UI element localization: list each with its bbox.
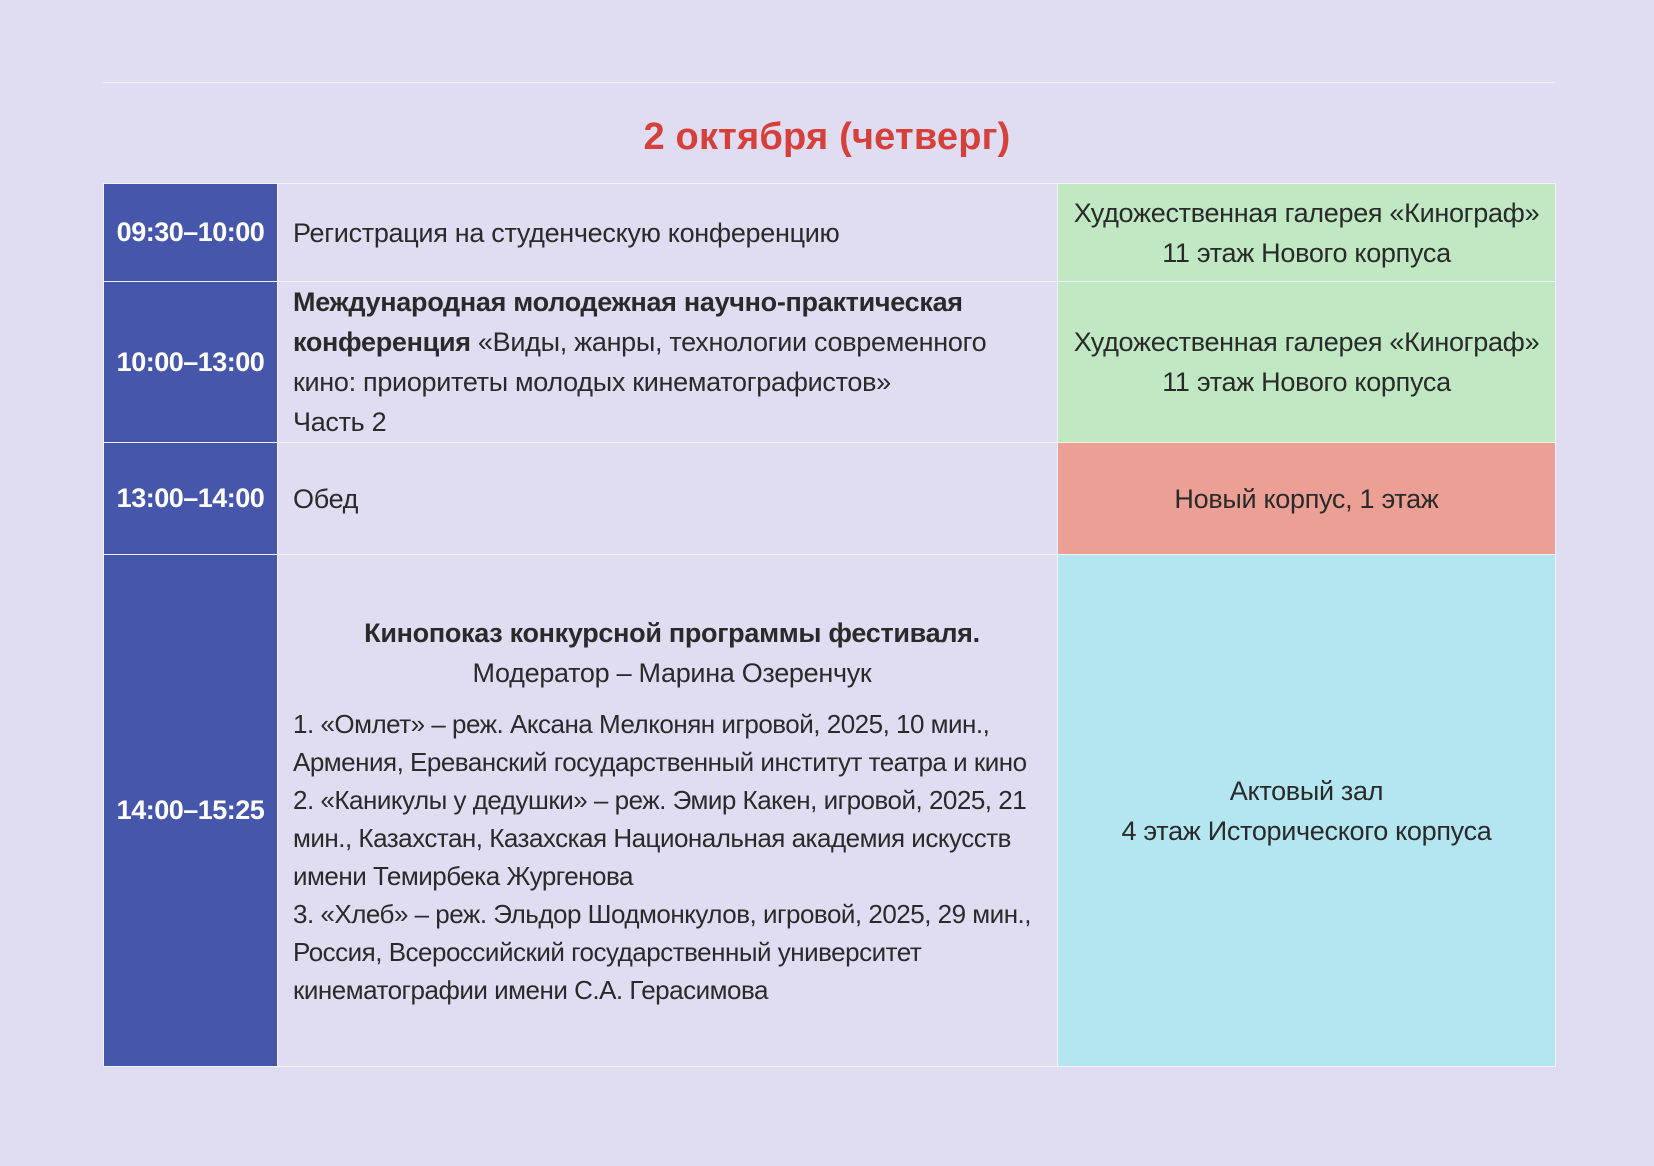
place-floor: 11 этаж Нового корпуса — [1162, 237, 1451, 268]
place-name: Новый корпус, 1 этаж — [1174, 483, 1439, 514]
top-divider — [103, 82, 1555, 83]
place-cell — [1058, 282, 1556, 443]
time-cell: 13:00–14:00 — [104, 443, 278, 555]
place-floor: 4 этаж Исторического корпуса — [1121, 815, 1492, 846]
schedule-row — [104, 443, 1556, 555]
time-cell: 09:30–10:00 — [104, 184, 278, 282]
schedule-table — [103, 183, 1556, 1067]
event-text: Обед — [293, 483, 359, 514]
event-cell — [278, 184, 1058, 282]
schedule-row — [104, 282, 1556, 443]
time-cell: 14:00–15:25 — [104, 555, 278, 1067]
place-cell — [1058, 443, 1556, 555]
schedule-row — [104, 184, 1556, 282]
place-floor: 11 этаж Нового корпуса — [1162, 367, 1451, 397]
screening-moderator: Модератор – Марина Озеренчук — [472, 657, 872, 688]
event-cell — [278, 443, 1058, 555]
place-name: Художественная галерея «Кинограф» — [1073, 197, 1540, 228]
place-name: Актовый зал — [1229, 775, 1384, 806]
place-name: Художественная галерея «Кинограф» — [1073, 327, 1540, 357]
film-list — [293, 705, 1051, 1009]
screening-title: Кинопоказ конкурсной программы фестиваля. — [364, 617, 980, 648]
film-item: 2. «Каникулы у дедушки» – реж. Эмир Какен, игровой, 2025, 21 мин., Казахстан, Казахская Национальная академия искусств имени Темирбека Жургенова — [293, 784, 1027, 891]
film-item: 1. «Омлет» – реж. Аксана Мелконян игровой, 2025, 10 мин., Армения, Ереванский государственный институт театра и кино — [293, 708, 1027, 777]
event-description: «Виды, жанры, технологии современного кино: приоритеты молодых кинематографистов» — [293, 327, 987, 397]
place-cell — [1058, 555, 1556, 1067]
event-cell — [278, 555, 1058, 1067]
place-cell — [1058, 184, 1556, 282]
screening-header — [293, 613, 1051, 693]
event-cell — [278, 282, 1058, 443]
schedule-row — [104, 555, 1556, 1067]
event-text: Регистрация на студенческую конференцию — [293, 217, 840, 248]
event-part: Часть 2 — [293, 407, 387, 437]
event-title: Международная молодежная научно-практическая конференция — [293, 287, 963, 357]
time-cell: 10:00–13:00 — [104, 282, 278, 443]
film-item: 3. «Хлеб» – реж. Эльдор Шодмонкулов, игровой, 2025, 29 мин., Россия, Всероссийский государственный университет кинематографии имени С.А. Герасимова — [293, 898, 1032, 1005]
day-title: 2 октября (четверг) — [643, 116, 1011, 158]
